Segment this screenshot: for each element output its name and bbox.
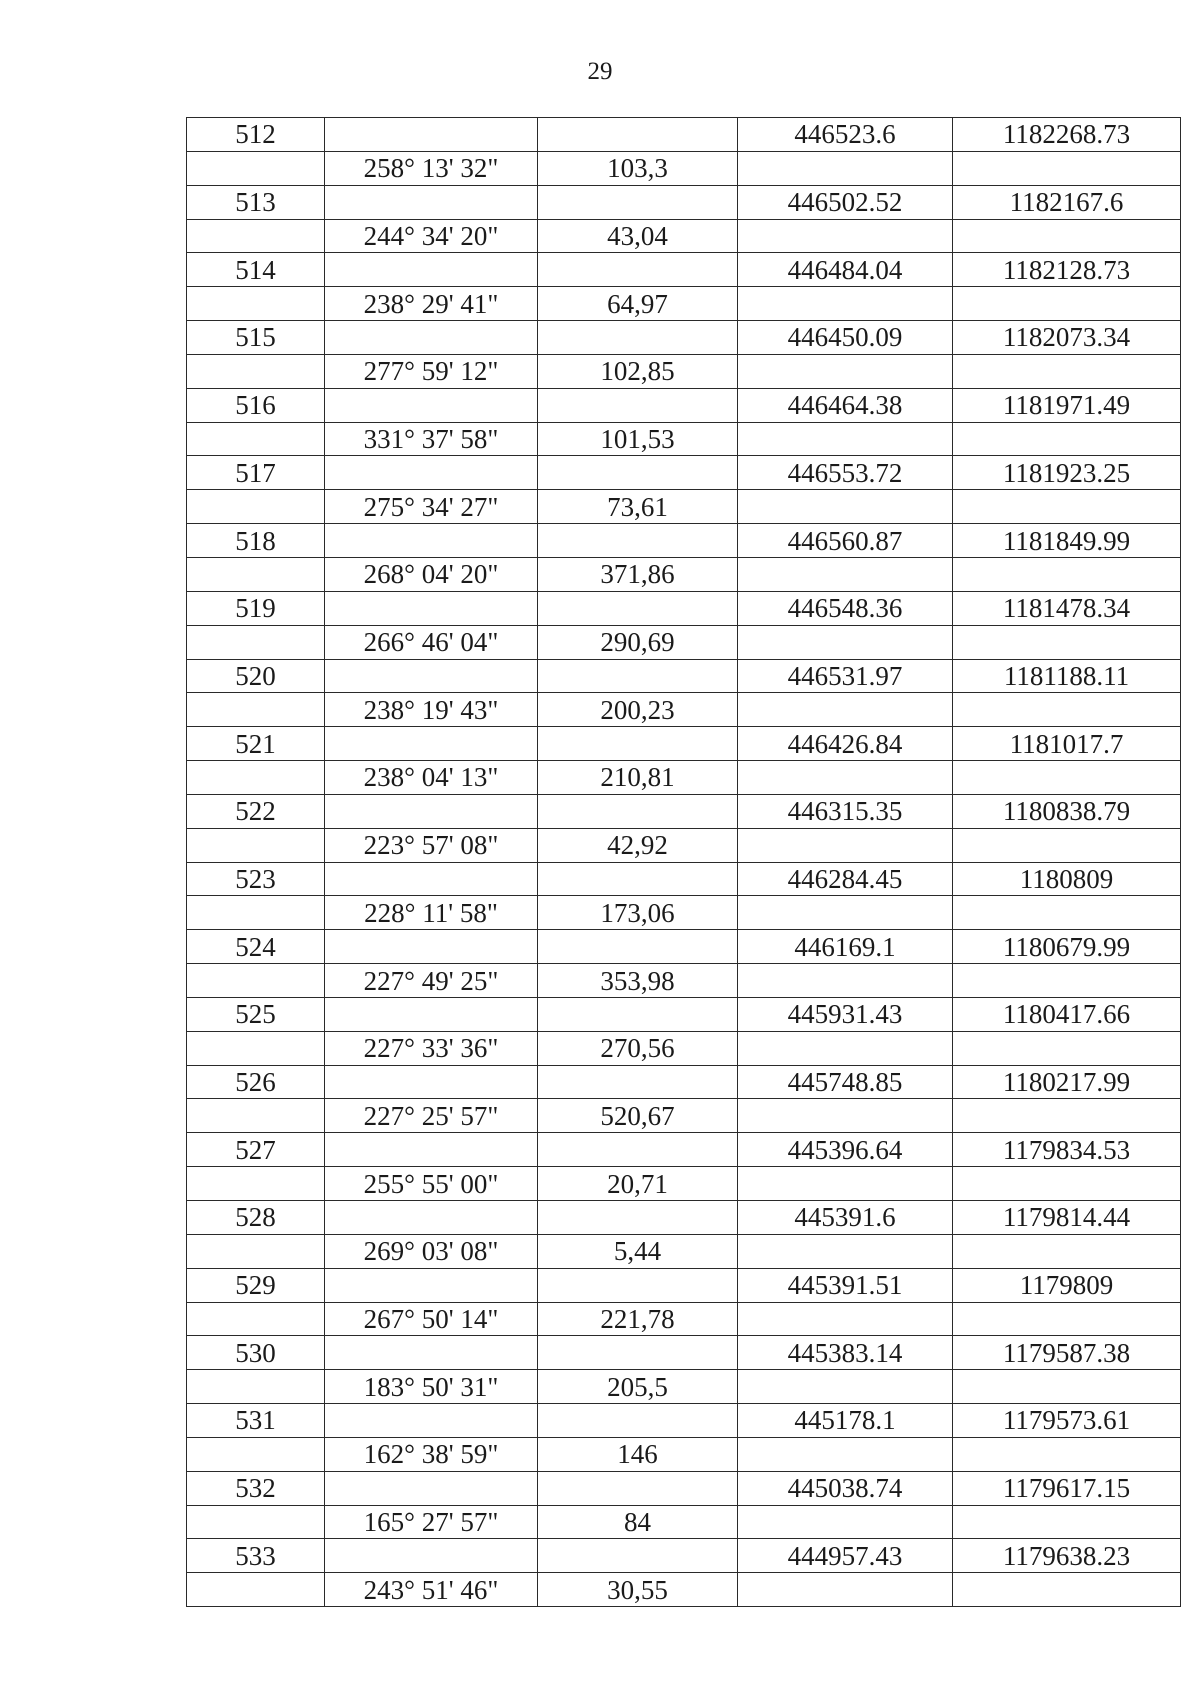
- table-row: [187, 1336, 1181, 1370]
- y-coordinate-cell: [953, 761, 1181, 795]
- point-number-cell: [187, 1099, 325, 1133]
- table-row: [187, 1234, 1181, 1268]
- table-row: [187, 185, 1181, 219]
- x-coordinate-cell: [738, 287, 953, 321]
- table-row: [187, 625, 1181, 659]
- direction-angle-cell: 277° 59' 12": [325, 354, 538, 388]
- x-coordinate-cell: [738, 1167, 953, 1201]
- direction-angle-cell: [325, 321, 538, 355]
- x-coordinate-cell: [738, 828, 953, 862]
- distance-cell: [538, 930, 738, 964]
- y-coordinate-cell: 1181971.49: [953, 388, 1181, 422]
- y-coordinate-cell: [953, 219, 1181, 253]
- direction-angle-cell: 223° 57' 08": [325, 828, 538, 862]
- x-coordinate-cell: 446284.45: [738, 862, 953, 896]
- point-number-cell: 518: [187, 524, 325, 558]
- table-row: [187, 321, 1181, 355]
- direction-angle-cell: 331° 37' 58": [325, 422, 538, 456]
- x-coordinate-cell: [738, 761, 953, 795]
- distance-cell: 520,67: [538, 1099, 738, 1133]
- table-row: [187, 997, 1181, 1031]
- direction-angle-cell: 255° 55' 00": [325, 1167, 538, 1201]
- point-number-cell: [187, 287, 325, 321]
- table-row: [187, 354, 1181, 388]
- point-number-cell: 531: [187, 1404, 325, 1438]
- table-row: [187, 456, 1181, 490]
- point-number-cell: [187, 693, 325, 727]
- direction-angle-cell: [325, 794, 538, 828]
- point-number-cell: 521: [187, 727, 325, 761]
- y-coordinate-cell: 1180217.99: [953, 1065, 1181, 1099]
- table-row: [187, 862, 1181, 896]
- y-coordinate-cell: 1179809: [953, 1268, 1181, 1302]
- table-row: [187, 1201, 1181, 1235]
- direction-angle-cell: [325, 118, 538, 152]
- distance-cell: 102,85: [538, 354, 738, 388]
- distance-cell: 84: [538, 1505, 738, 1539]
- x-coordinate-cell: 446560.87: [738, 524, 953, 558]
- direction-angle-cell: [325, 1336, 538, 1370]
- direction-angle-cell: [325, 253, 538, 287]
- x-coordinate-cell: [738, 1099, 953, 1133]
- distance-cell: [538, 1404, 738, 1438]
- y-coordinate-cell: [953, 625, 1181, 659]
- y-coordinate-cell: 1180679.99: [953, 930, 1181, 964]
- table-row: [187, 1099, 1181, 1133]
- y-coordinate-cell: [953, 1099, 1181, 1133]
- x-coordinate-cell: [738, 896, 953, 930]
- distance-cell: [538, 524, 738, 558]
- x-coordinate-cell: 444957.43: [738, 1539, 953, 1573]
- distance-cell: 371,86: [538, 557, 738, 591]
- point-number-cell: 530: [187, 1336, 325, 1370]
- x-coordinate-cell: 445391.6: [738, 1201, 953, 1235]
- y-coordinate-cell: [953, 1167, 1181, 1201]
- x-coordinate-cell: [738, 693, 953, 727]
- x-coordinate-cell: 446450.09: [738, 321, 953, 355]
- point-number-cell: [187, 1234, 325, 1268]
- distance-cell: 42,92: [538, 828, 738, 862]
- table-row: [187, 1133, 1181, 1167]
- direction-angle-cell: [325, 1201, 538, 1235]
- table-row: [187, 930, 1181, 964]
- distance-cell: [538, 1268, 738, 1302]
- y-coordinate-cell: [953, 1573, 1181, 1607]
- distance-cell: 353,98: [538, 964, 738, 998]
- x-coordinate-cell: [738, 1573, 953, 1607]
- distance-cell: 101,53: [538, 422, 738, 456]
- point-number-cell: 515: [187, 321, 325, 355]
- x-coordinate-cell: [738, 964, 953, 998]
- y-coordinate-cell: 1180838.79: [953, 794, 1181, 828]
- table-row: [187, 761, 1181, 795]
- distance-cell: 221,78: [538, 1302, 738, 1336]
- point-number-cell: [187, 490, 325, 524]
- table-row: [187, 287, 1181, 321]
- y-coordinate-cell: 1179587.38: [953, 1336, 1181, 1370]
- direction-angle-cell: 227° 49' 25": [325, 964, 538, 998]
- x-coordinate-cell: 446548.36: [738, 591, 953, 625]
- x-coordinate-cell: [738, 219, 953, 253]
- distance-cell: [538, 1133, 738, 1167]
- point-number-cell: [187, 964, 325, 998]
- distance-cell: [538, 456, 738, 490]
- direction-angle-cell: [325, 997, 538, 1031]
- y-coordinate-cell: [953, 1031, 1181, 1065]
- direction-angle-cell: [325, 456, 538, 490]
- point-number-cell: [187, 422, 325, 456]
- distance-cell: [538, 659, 738, 693]
- x-coordinate-cell: [738, 1031, 953, 1065]
- y-coordinate-cell: [953, 896, 1181, 930]
- distance-cell: 290,69: [538, 625, 738, 659]
- point-number-cell: [187, 1505, 325, 1539]
- table-row: [187, 659, 1181, 693]
- point-number-cell: [187, 557, 325, 591]
- point-number-cell: [187, 151, 325, 185]
- direction-angle-cell: 275° 34' 27": [325, 490, 538, 524]
- y-coordinate-cell: 1181849.99: [953, 524, 1181, 558]
- point-number-cell: [187, 1573, 325, 1607]
- distance-cell: [538, 1065, 738, 1099]
- y-coordinate-cell: 1182167.6: [953, 185, 1181, 219]
- distance-cell: [538, 997, 738, 1031]
- distance-cell: 64,97: [538, 287, 738, 321]
- point-number-cell: 525: [187, 997, 325, 1031]
- y-coordinate-cell: 1181478.34: [953, 591, 1181, 625]
- x-coordinate-cell: [738, 1505, 953, 1539]
- table-row: [187, 151, 1181, 185]
- distance-cell: 146: [538, 1437, 738, 1471]
- point-number-cell: 523: [187, 862, 325, 896]
- x-coordinate-cell: 446531.97: [738, 659, 953, 693]
- x-coordinate-cell: [738, 1302, 953, 1336]
- point-number-cell: [187, 828, 325, 862]
- y-coordinate-cell: 1180417.66: [953, 997, 1181, 1031]
- point-number-cell: [187, 1167, 325, 1201]
- distance-cell: [538, 185, 738, 219]
- y-coordinate-cell: [953, 490, 1181, 524]
- direction-angle-cell: 238° 19' 43": [325, 693, 538, 727]
- table-row: [187, 219, 1181, 253]
- direction-angle-cell: [325, 930, 538, 964]
- distance-cell: 270,56: [538, 1031, 738, 1065]
- coordinates-table-body: [187, 118, 1181, 1607]
- y-coordinate-cell: [953, 964, 1181, 998]
- x-coordinate-cell: [738, 151, 953, 185]
- point-number-cell: 526: [187, 1065, 325, 1099]
- distance-cell: [538, 1336, 738, 1370]
- table-row: [187, 1404, 1181, 1438]
- direction-angle-cell: 267° 50' 14": [325, 1302, 538, 1336]
- x-coordinate-cell: [738, 354, 953, 388]
- direction-angle-cell: [325, 1133, 538, 1167]
- point-number-cell: [187, 354, 325, 388]
- table-row: [187, 1031, 1181, 1065]
- x-coordinate-cell: 446502.52: [738, 185, 953, 219]
- x-coordinate-cell: 445391.51: [738, 1268, 953, 1302]
- x-coordinate-cell: 446169.1: [738, 930, 953, 964]
- table-row: [187, 1505, 1181, 1539]
- x-coordinate-cell: 445931.43: [738, 997, 953, 1031]
- table-row: [187, 1302, 1181, 1336]
- x-coordinate-cell: [738, 557, 953, 591]
- table-row: [187, 253, 1181, 287]
- direction-angle-cell: [325, 727, 538, 761]
- distance-cell: 73,61: [538, 490, 738, 524]
- direction-angle-cell: [325, 1471, 538, 1505]
- y-coordinate-cell: [953, 354, 1181, 388]
- direction-angle-cell: 268° 04' 20": [325, 557, 538, 591]
- y-coordinate-cell: 1180809: [953, 862, 1181, 896]
- point-number-cell: 513: [187, 185, 325, 219]
- page-number: 29: [587, 58, 613, 85]
- direction-angle-cell: 165° 27' 57": [325, 1505, 538, 1539]
- y-coordinate-cell: [953, 1234, 1181, 1268]
- point-number-cell: 524: [187, 930, 325, 964]
- point-number-cell: [187, 1437, 325, 1471]
- distance-cell: 103,3: [538, 151, 738, 185]
- x-coordinate-cell: 446523.6: [738, 118, 953, 152]
- y-coordinate-cell: [953, 1302, 1181, 1336]
- table-row: [187, 794, 1181, 828]
- x-coordinate-cell: [738, 1370, 953, 1404]
- direction-angle-cell: [325, 185, 538, 219]
- x-coordinate-cell: 446553.72: [738, 456, 953, 490]
- direction-angle-cell: [325, 1268, 538, 1302]
- table-row: [187, 557, 1181, 591]
- point-number-cell: 532: [187, 1471, 325, 1505]
- point-number-cell: [187, 1302, 325, 1336]
- x-coordinate-cell: [738, 625, 953, 659]
- direction-angle-cell: [325, 388, 538, 422]
- direction-angle-cell: 227° 33' 36": [325, 1031, 538, 1065]
- direction-angle-cell: 244° 34' 20": [325, 219, 538, 253]
- table-row: [187, 591, 1181, 625]
- y-coordinate-cell: 1179834.53: [953, 1133, 1181, 1167]
- y-coordinate-cell: 1181923.25: [953, 456, 1181, 490]
- y-coordinate-cell: 1179573.61: [953, 1404, 1181, 1438]
- direction-angle-cell: 183° 50' 31": [325, 1370, 538, 1404]
- x-coordinate-cell: 446464.38: [738, 388, 953, 422]
- direction-angle-cell: 238° 29' 41": [325, 287, 538, 321]
- point-number-cell: 519: [187, 591, 325, 625]
- point-number-cell: 512: [187, 118, 325, 152]
- table-row: [187, 1471, 1181, 1505]
- distance-cell: [538, 118, 738, 152]
- distance-cell: [538, 253, 738, 287]
- y-coordinate-cell: [953, 828, 1181, 862]
- x-coordinate-cell: 445748.85: [738, 1065, 953, 1099]
- distance-cell: [538, 1201, 738, 1235]
- point-number-cell: 527: [187, 1133, 325, 1167]
- point-number-cell: 514: [187, 253, 325, 287]
- point-number-cell: [187, 1370, 325, 1404]
- point-number-cell: 528: [187, 1201, 325, 1235]
- direction-angle-cell: [325, 524, 538, 558]
- table-row: [187, 1167, 1181, 1201]
- x-coordinate-cell: [738, 1234, 953, 1268]
- x-coordinate-cell: 446484.04: [738, 253, 953, 287]
- x-coordinate-cell: 445038.74: [738, 1471, 953, 1505]
- point-number-cell: 522: [187, 794, 325, 828]
- point-number-cell: [187, 896, 325, 930]
- point-number-cell: [187, 761, 325, 795]
- point-number-cell: 516: [187, 388, 325, 422]
- point-number-cell: [187, 1031, 325, 1065]
- x-coordinate-cell: [738, 1437, 953, 1471]
- table-row: [187, 524, 1181, 558]
- y-coordinate-cell: 1181017.7: [953, 727, 1181, 761]
- table-row: [187, 388, 1181, 422]
- distance-cell: 5,44: [538, 1234, 738, 1268]
- direction-angle-cell: 266° 46' 04": [325, 625, 538, 659]
- direction-angle-cell: 243° 51' 46": [325, 1573, 538, 1607]
- x-coordinate-cell: 446426.84: [738, 727, 953, 761]
- point-number-cell: 517: [187, 456, 325, 490]
- table-row: [187, 1539, 1181, 1573]
- direction-angle-cell: 162° 38' 59": [325, 1437, 538, 1471]
- y-coordinate-cell: 1181188.11: [953, 659, 1181, 693]
- table-row: [187, 828, 1181, 862]
- direction-angle-cell: 258° 13' 32": [325, 151, 538, 185]
- table-row: [187, 1268, 1181, 1302]
- distance-cell: 43,04: [538, 219, 738, 253]
- x-coordinate-cell: [738, 422, 953, 456]
- point-number-cell: 520: [187, 659, 325, 693]
- distance-cell: [538, 862, 738, 896]
- distance-cell: [538, 1471, 738, 1505]
- y-coordinate-cell: [953, 557, 1181, 591]
- y-coordinate-cell: 1179638.23: [953, 1539, 1181, 1573]
- distance-cell: [538, 321, 738, 355]
- distance-cell: 30,55: [538, 1573, 738, 1607]
- direction-angle-cell: 227° 25' 57": [325, 1099, 538, 1133]
- distance-cell: 200,23: [538, 693, 738, 727]
- table-row: [187, 1573, 1181, 1607]
- y-coordinate-cell: [953, 287, 1181, 321]
- direction-angle-cell: [325, 1065, 538, 1099]
- y-coordinate-cell: [953, 1370, 1181, 1404]
- coordinates-table: [186, 117, 1181, 1607]
- x-coordinate-cell: 446315.35: [738, 794, 953, 828]
- table-row: [187, 896, 1181, 930]
- table-row: [187, 422, 1181, 456]
- y-coordinate-cell: [953, 422, 1181, 456]
- distance-cell: [538, 591, 738, 625]
- point-number-cell: [187, 625, 325, 659]
- y-coordinate-cell: [953, 1505, 1181, 1539]
- distance-cell: [538, 727, 738, 761]
- table-row: [187, 490, 1181, 524]
- direction-angle-cell: [325, 659, 538, 693]
- direction-angle-cell: [325, 591, 538, 625]
- y-coordinate-cell: [953, 1437, 1181, 1471]
- direction-angle-cell: 238° 04' 13": [325, 761, 538, 795]
- table-row: [187, 1437, 1181, 1471]
- y-coordinate-cell: 1182268.73: [953, 118, 1181, 152]
- table-row: [187, 693, 1181, 727]
- x-coordinate-cell: [738, 490, 953, 524]
- distance-cell: [538, 794, 738, 828]
- direction-angle-cell: [325, 1539, 538, 1573]
- distance-cell: 210,81: [538, 761, 738, 795]
- distance-cell: 20,71: [538, 1167, 738, 1201]
- point-number-cell: [187, 219, 325, 253]
- y-coordinate-cell: 1182128.73: [953, 253, 1181, 287]
- table-row: [187, 964, 1181, 998]
- direction-angle-cell: 269° 03' 08": [325, 1234, 538, 1268]
- y-coordinate-cell: [953, 151, 1181, 185]
- y-coordinate-cell: [953, 693, 1181, 727]
- point-number-cell: 529: [187, 1268, 325, 1302]
- table-row: [187, 1370, 1181, 1404]
- distance-cell: 205,5: [538, 1370, 738, 1404]
- point-number-cell: 533: [187, 1539, 325, 1573]
- direction-angle-cell: [325, 862, 538, 896]
- direction-angle-cell: [325, 1404, 538, 1438]
- x-coordinate-cell: 445383.14: [738, 1336, 953, 1370]
- table-row: [187, 727, 1181, 761]
- x-coordinate-cell: 445178.1: [738, 1404, 953, 1438]
- direction-angle-cell: 228° 11' 58": [325, 896, 538, 930]
- table-row: [187, 1065, 1181, 1099]
- distance-cell: [538, 1539, 738, 1573]
- x-coordinate-cell: 445396.64: [738, 1133, 953, 1167]
- y-coordinate-cell: 1179617.15: [953, 1471, 1181, 1505]
- y-coordinate-cell: 1182073.34: [953, 321, 1181, 355]
- table-row: [187, 118, 1181, 152]
- y-coordinate-cell: 1179814.44: [953, 1201, 1181, 1235]
- distance-cell: 173,06: [538, 896, 738, 930]
- distance-cell: [538, 388, 738, 422]
